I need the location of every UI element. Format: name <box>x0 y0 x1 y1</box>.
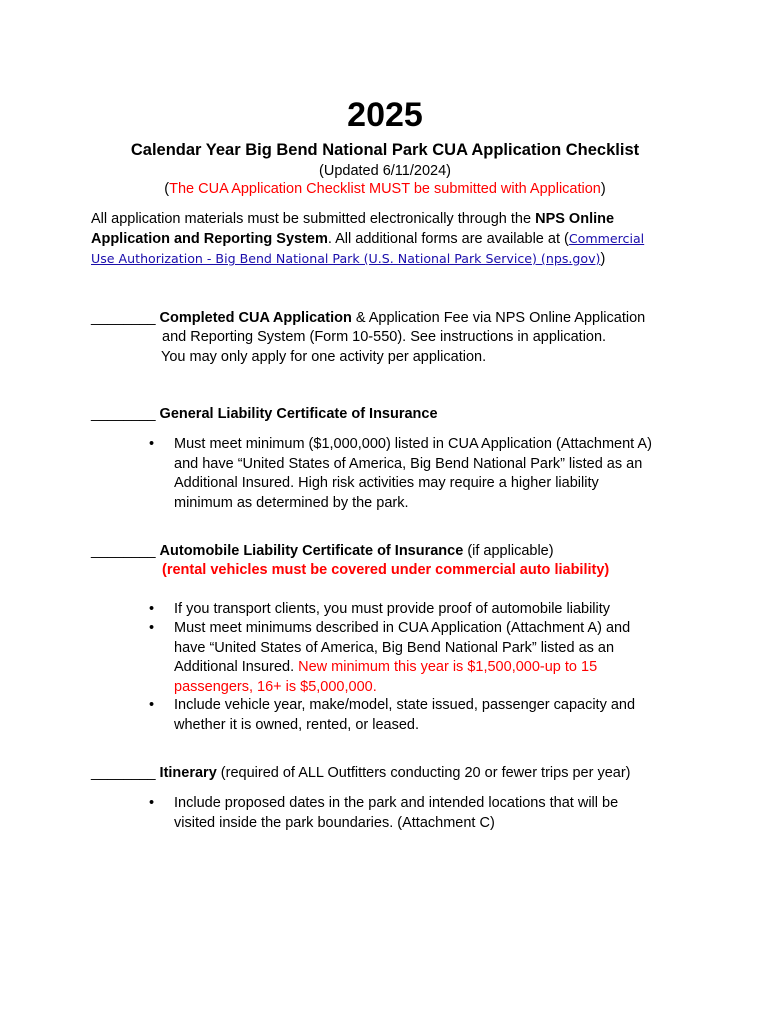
cua-link[interactable]: Commercial <box>568 231 645 246</box>
document-page: 2025 Calendar Year Big Bend National Park CUA Application Checklist (Updated 6/11/2024) (The CUA Application Checklist MUST be submitted with Application) All application materials must be submitted electronically through the NPS Online Application and Reporting System. All additional forms are available at (Commercial Use Authorization - Big Bend National Park (U.S. National Park Service) (nps.gov)) ________ Completed CUA Application & Application Fee via NPS Online Application and Reporting System (Form 10-550). See instructions in application. You may only apply for one activity per application. ________ General Liability Certificate of Insurance • Must meet minimum ($1,000,000) listed in CUA Application (Attachment A) and have “United States of America, Big Bend National Park” listed as an Additional Insured. High risk activities may require a higher liability minimum as determined by the park. ________ Automobile Liability Certificate of Insurance (if applicable) (rental vehicles must be covered under commercial auto liability) • If you transport clients, you must provide proof of automobile liability • Must meet minimums described in CUA Application (Attachment A) and have “United States of America, Big Bend National Park” listed as an Additional Insured. New minimum this year is $1,500,000-up to 15 passengers, 16+ is $5,000,000. • Include vehicle year, make/model, state issued, passenger capacity and whether it is owned, rented, or leased. ________ Itinerary (required of ALL Outfitters conducting 20 or fewer trips per year) • Include proposed dates in the park and intended locations that will be visited inside the park boundaries. (Attachment C) <box>0 0 770 1024</box>
checkbox-blank: ________ <box>91 406 156 422</box>
document-title: Calendar Year Big Bend National Park CUA Application Checklist <box>130 141 640 159</box>
updated-date: (Updated 6/11/2024) <box>319 163 451 179</box>
cua-application-line2: and Reporting System (Form 10-550). See instructions in application. <box>162 329 607 345</box>
submission-notice: (The CUA Application Checklist MUST be submitted with Application) <box>164 181 606 197</box>
cua-application-line3: You may only apply for one activity per application. <box>161 349 487 365</box>
submission-notice-text: The CUA Application Checklist MUST be submitted with Application <box>169 181 601 197</box>
checkbox-blank: ________ <box>91 765 156 781</box>
checklist-item-general-liability: ________ General Liability Certificate of Insurance <box>91 406 438 422</box>
checkbox-blank: ________ <box>91 543 156 559</box>
document-year: 2025 <box>347 96 423 134</box>
checkbox-blank: ________ <box>91 310 156 326</box>
intro-paragraph: All application materials must be submitted electronically through the NPS Online Application and Reporting System. All additional forms are available at (Commercial Use Authorization - Big Bend National Park (U.S. National Park Service) (nps.gov)) <box>91 211 645 267</box>
checklist-item-auto-liability: ________ Automobile Liability Certificate of Insurance (if applicable) <box>91 543 554 559</box>
checklist-item-cua-application: ________ Completed CUA Application & Application Fee via NPS Online Application <box>91 310 646 326</box>
cua-link-continued[interactable]: Use Authorization - Big Bend National Park (U.S. National Park Service) (nps.gov) <box>91 251 601 266</box>
checklist-item-itinerary: ________ Itinerary (required of ALL Outfitters conducting 20 or fewer trips per year) <box>91 765 631 781</box>
rental-vehicle-notice: (rental vehicles must be covered under commercial auto liability) <box>162 562 610 578</box>
